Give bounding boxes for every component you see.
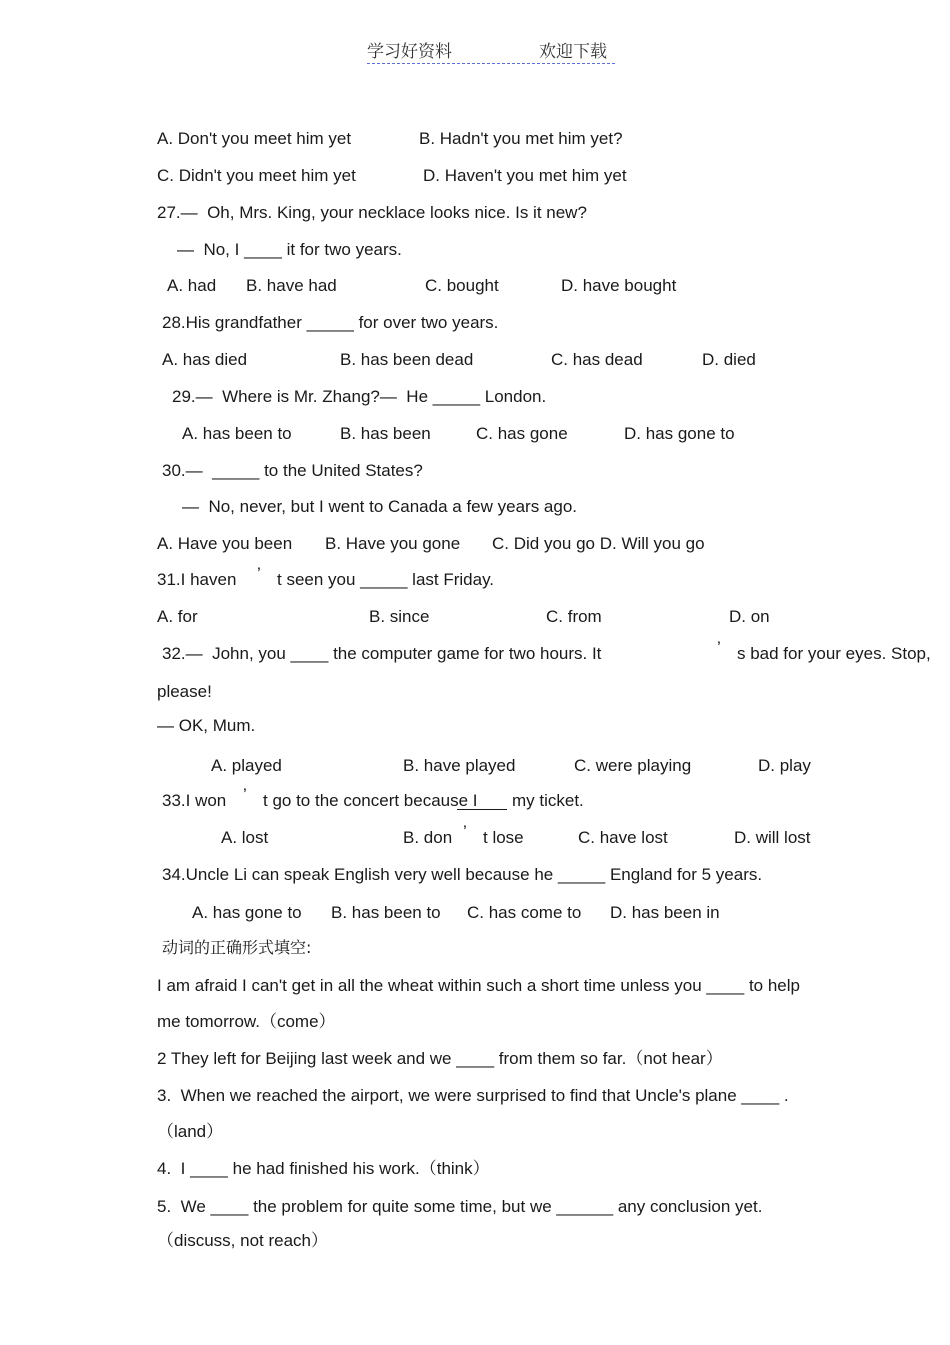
header-divider [367,63,615,64]
q27-option-a: A. had [167,276,217,295]
q29-option-c: C. has gone [476,424,568,443]
header-left: 学习好资料 [367,42,452,62]
q26-option-c: C. Didn't you meet him yet [157,166,356,185]
q33-option-a: A. lost [221,828,269,847]
q33-question-part1: 33.I won [162,791,227,810]
q32-option-a: A. played [211,756,282,775]
q32-option-c: C. were playing [574,756,692,775]
q32-option-b: B. have played [403,756,516,775]
q32-reply: — OK, Mum. [157,716,256,735]
q26-option-a: A. Don't you meet him yet [157,129,352,148]
q31-option-d: D. on [729,607,770,626]
q28-question: 28.His grandfather _____ for over two years. [162,313,499,332]
q32-question-part2: s bad for your eyes. Stop, [737,644,931,663]
q33-option-b-part1: B. don [403,828,453,847]
q30-reply: — No, never, but I went to Canada a few years ago. [182,497,578,516]
q31-question-part1: 31.I haven [157,570,237,589]
q34-option-a: A. has gone to [192,903,302,922]
q33-option-c: C. have lost [578,828,668,847]
q32-question-cont: please! [157,682,212,701]
q33-question-part2: t go to the concert because I [263,791,478,810]
q27-option-c: C. bought [425,276,499,295]
q29-question: 29.— Where is Mr. Zhang?— He _____ London. [172,387,547,406]
q33-question-part3: my ticket. [512,791,584,810]
q31-option-c: C. from [546,607,602,626]
section-title: 动词的正确形式填空: [162,938,312,957]
q28-option-b: B. has been dead [340,350,474,369]
q29-option-a: A. has been to [182,424,292,443]
q34-option-b: B. has been to [331,903,441,922]
q27-option-b: B. have had [246,276,337,295]
q27-reply: — No, I ____ it for two years. [177,240,402,259]
q26-option-d: D. Haven't you met him yet [423,166,627,185]
q32-apostrophe: ’ [717,638,721,657]
q33-option-b-part2: t lose [483,828,524,847]
q29-option-b: B. has been [340,424,431,443]
fill-item-3-line2: （land） [157,1122,224,1141]
q31-option-b: B. since [369,607,430,626]
q32-question-part1: 32.— John, you ____ the computer game for two hours. It [162,644,602,663]
fill-item-5-line2: （discuss, not reach） [157,1231,329,1250]
q27-option-d: D. have bought [561,276,677,295]
q33-blank-underline [457,809,507,810]
q33-apostrophe: ’ [243,785,247,804]
q30-option-b: B. Have you gone [325,534,461,553]
q28-option-c: C. has dead [551,350,643,369]
q33-option-b-apostrophe: ’ [463,822,467,841]
q33-option-d: D. will lost [734,828,811,847]
q34-option-c: C. has come to [467,903,582,922]
fill-item-1-line1: I am afraid I can't get in all the wheat within such a short time unless you ____ to help [157,976,800,995]
q32-option-d: D. play [758,756,811,775]
q28-option-a: A. has died [162,350,248,369]
q28-option-d: D. died [702,350,756,369]
q31-option-a: A. for [157,607,198,626]
fill-item-4: 4. I ____ he had finished his work.（think） [157,1159,490,1178]
fill-item-5-line1: 5. We ____ the problem for quite some time, but we ______ any conclusion yet. [157,1197,763,1216]
fill-item-1-line2: me tomorrow.（come） [157,1012,336,1031]
fill-item-3-line1: 3. When we reached the airport, we were surprised to find that Uncle's plane ____ . [157,1086,789,1105]
q27-question: 27.— Oh, Mrs. King, your necklace looks nice. Is it new? [157,203,587,222]
q30-question: 30.— _____ to the United States? [162,461,423,480]
fill-item-2: 2 They left for Beijing last week and we ____ from them so far.（not hear） [157,1049,723,1068]
q30-option-a: A. Have you been [157,534,293,553]
q31-apostrophe: ’ [257,564,261,583]
q34-question: 34.Uncle Li can speak English very well because he _____ England for 5 years. [162,865,763,884]
header-right: 欢迎下载 [539,42,607,62]
q31-question-part2: t seen you _____ last Friday. [277,570,495,589]
q34-option-d: D. has been in [610,903,720,922]
q29-option-d: D. has gone to [624,424,735,443]
q30-option-cd: C. Did you go D. Will you go [492,534,705,553]
q26-option-b: B. Hadn't you met him yet? [419,129,623,148]
